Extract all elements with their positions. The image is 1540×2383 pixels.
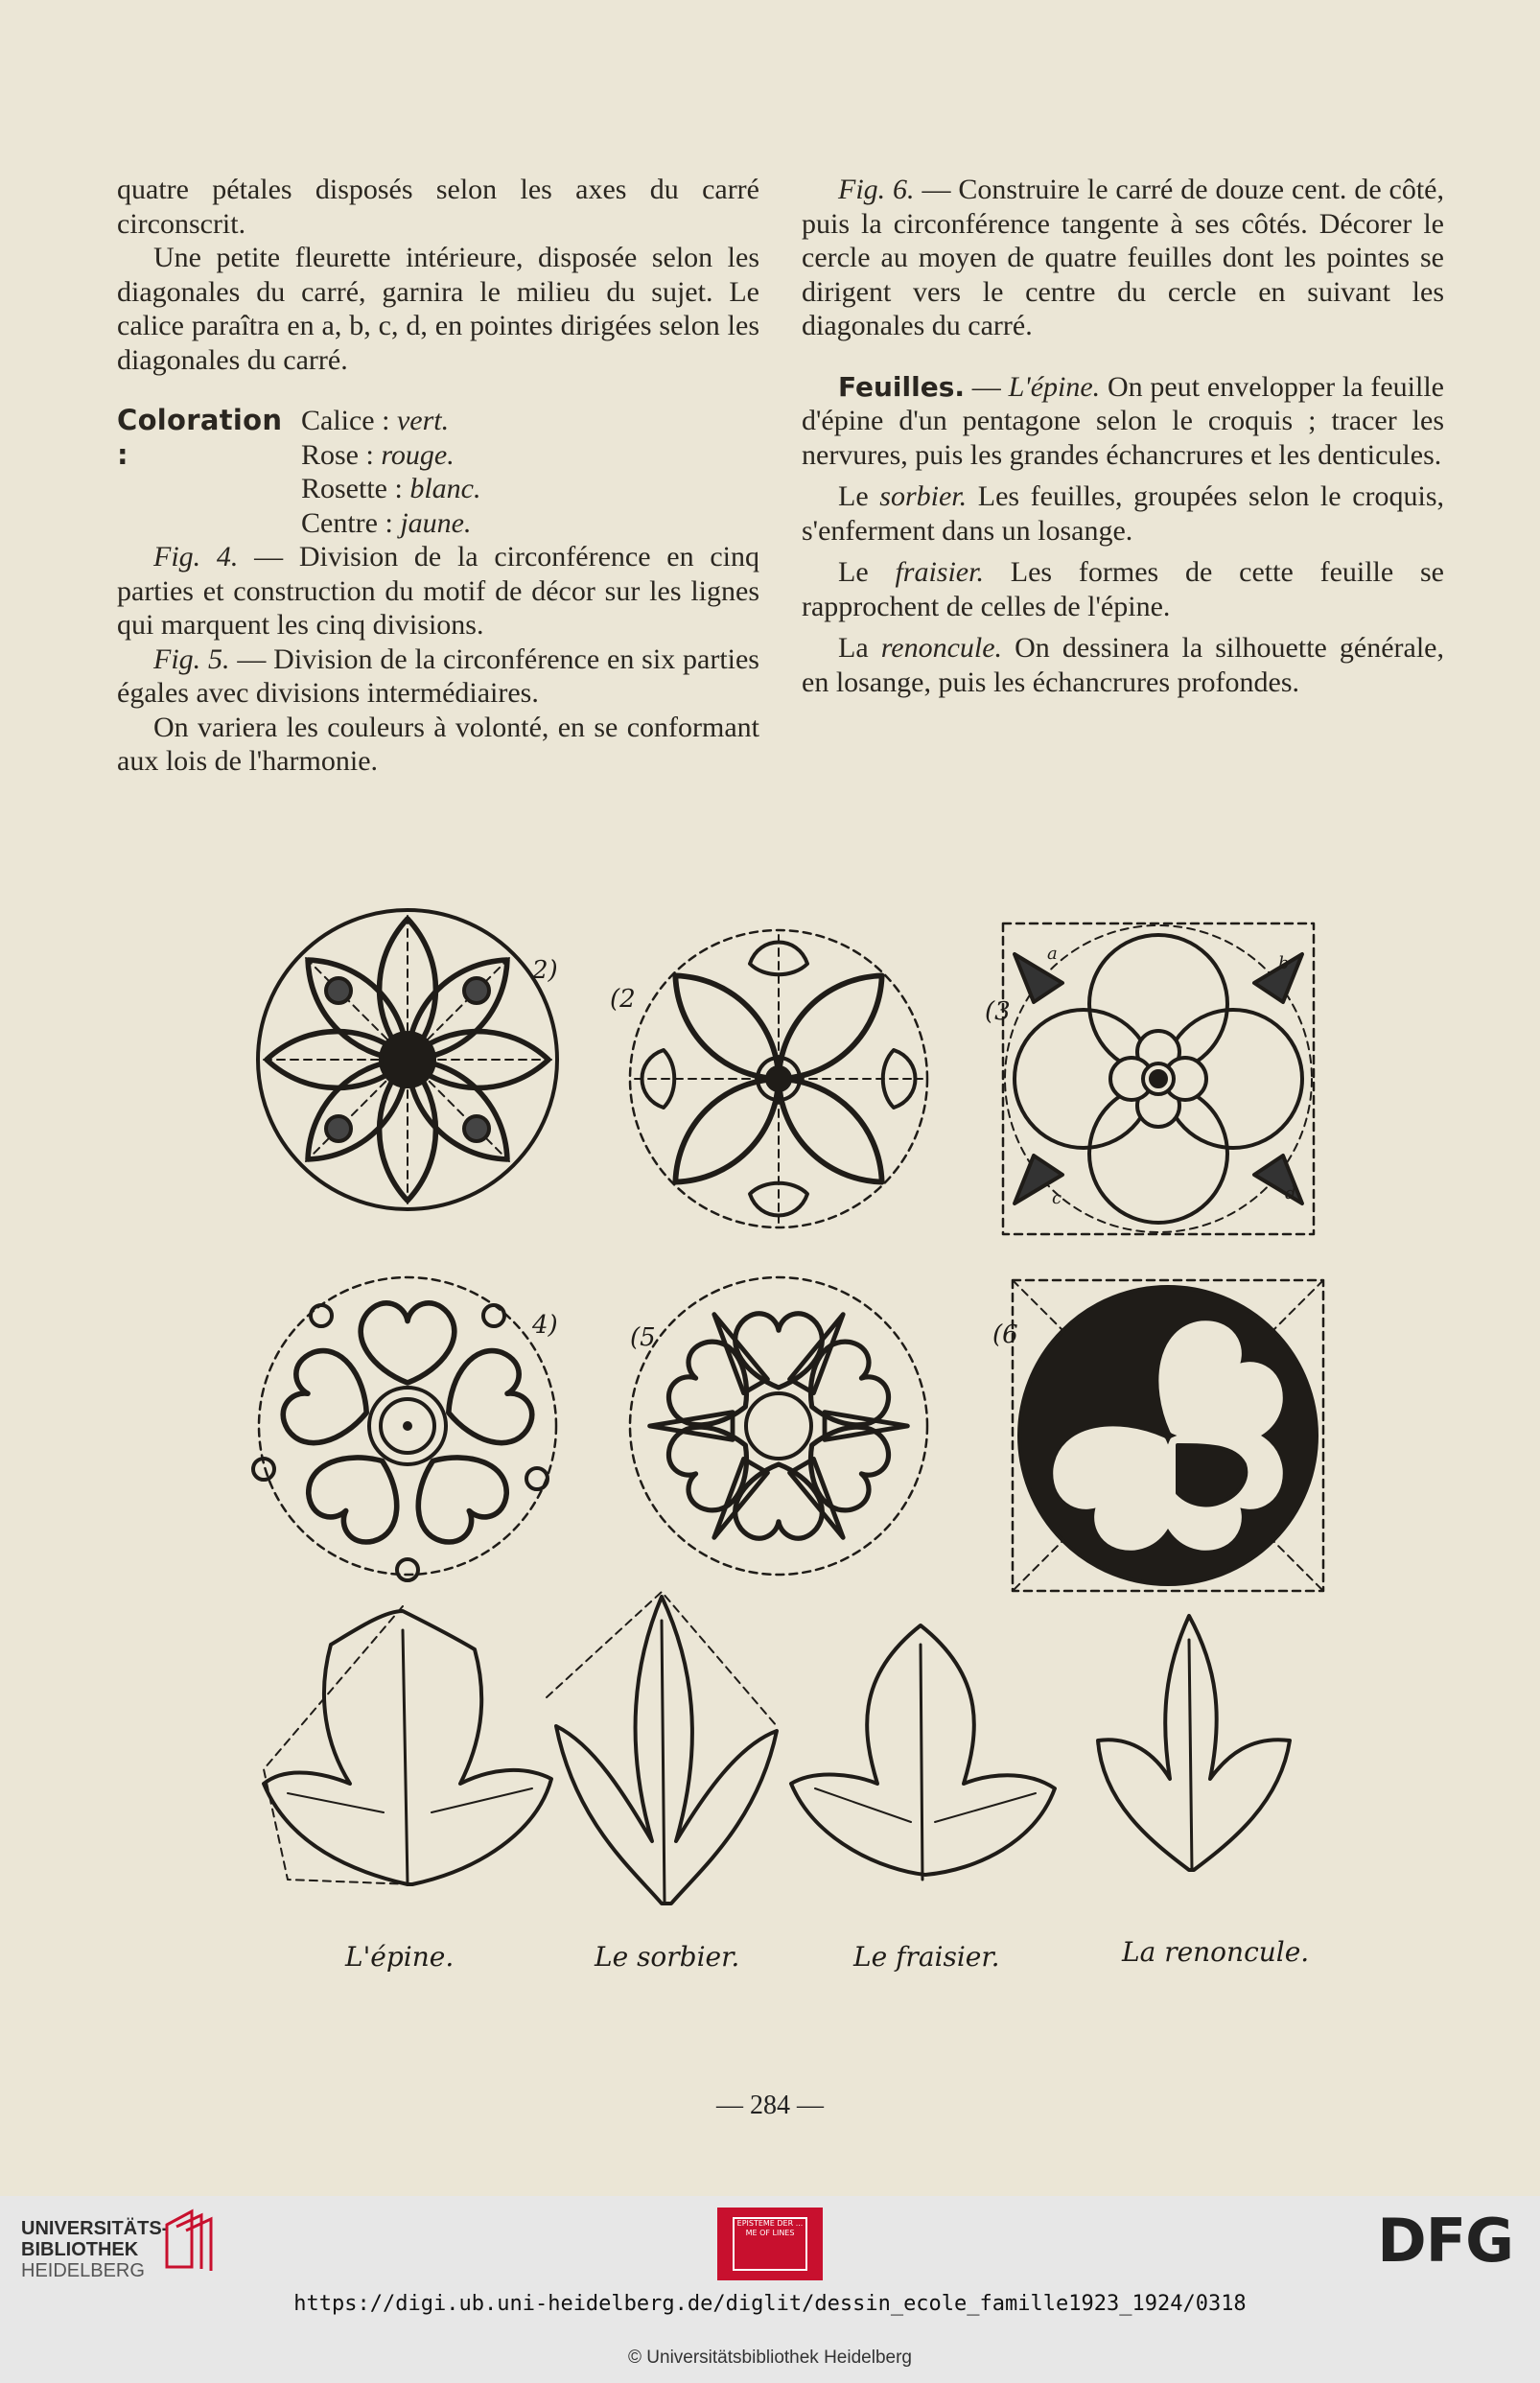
leaf-renoncule <box>1098 1616 1290 1870</box>
coloration-row: Calice : vert. <box>301 405 450 436</box>
figure-number: 4) <box>532 1311 558 1340</box>
leaf-epine <box>264 1606 551 1884</box>
corner-letter: b <box>1278 953 1290 973</box>
clover-figure-6 <box>1013 1280 1323 1591</box>
paragraph-petales: quatre pétales disposés selon les axes du carré circonscrit. <box>117 174 759 240</box>
corner-letter: d <box>1285 1183 1296 1203</box>
copyright-notice: © Universitätsbibliothek Heidelberg <box>628 2348 912 2368</box>
rosette-figure-2 <box>630 930 927 1227</box>
leaf-caption: Le sorbier. <box>595 1941 740 1973</box>
library-logo-icon <box>163 2206 217 2273</box>
badge-text: EPISTEME DER ... ME OF LINES <box>733 2217 807 2271</box>
figure-number: (2 <box>610 985 636 1014</box>
coloration-row: Rose : rouge. <box>301 438 455 471</box>
figure-number: (3 <box>985 997 1011 1026</box>
figure-number: 2) <box>532 956 558 985</box>
paragraph-sorbier: Le sorbier. Les feuilles, groupées selon le croquis, s'enferment dans un losange. <box>802 480 1445 547</box>
page-number: — 284 — <box>716 2091 824 2120</box>
dfg-logo[interactable]: DFG <box>1377 2206 1513 2276</box>
project-badge[interactable] <box>717 2208 823 2280</box>
rosette-figure-1 <box>258 910 557 1209</box>
paragraph-fraisier: Le fraisier. Les formes de cette feuille se rapprochent de celles de l'épine. <box>802 556 1445 622</box>
leaf-caption: La renoncule. <box>1122 1936 1310 1968</box>
rosette-figure-4 <box>253 1277 556 1580</box>
rose-figure-3 <box>1003 923 1314 1234</box>
paragraph-fig4: Fig. 4. — Division de la circonférence en cinq parties et construction du motif de décor sur les lignes qui marquent les cinq divisions. <box>117 541 759 641</box>
paragraph-fleurette: Une petite fleurette intérieure, disposée selon les diagonales du carré, garnira le milieu du sujet. Le calice paraîtra en a, b, c, d, en pointes dirigées selon les diagonales du carré. <box>117 242 759 376</box>
paragraph-fig5: Fig. 5. — Division de la circonférence en six parties égales avec divisions intermédiaires. <box>117 642 759 709</box>
coloration-row: Centre : jaune. <box>301 506 472 539</box>
leaf-sorbier <box>547 1592 777 1904</box>
paragraph-epine: Feuilles. — L'épine. On peut envelopper la feuille d'épine d'un pentagone selon le croquis ; tracer les nervures, puis les grandes échancrures et les denticules. <box>802 370 1445 471</box>
leaf-caption: L'épine. <box>345 1941 455 1973</box>
library-logo[interactable]: UNIVERSITÄTS- BIBLIOTHEK HEIDELBERG <box>21 2218 169 2281</box>
corner-letter: a <box>1047 944 1058 964</box>
paragraph-couleurs: On variera les couleurs à volonté, en se conformant aux lois de l'harmonie. <box>117 711 759 777</box>
leaf-fraisier <box>791 1625 1055 1880</box>
rosette-figure-5 <box>630 1277 927 1575</box>
figure-number: (5 <box>630 1323 656 1352</box>
paragraph-fig6: Fig. 6. — Construire le carré de douze cent. de côté, puis la circonférence tangente à ses côtés. Décorer le cercle au moyen de quatre feuilles dont les pointes se dirigent vers le centre du cercle en suivant les diagonales du carré. <box>802 174 1444 341</box>
corner-letter: c <box>1052 1188 1062 1208</box>
paragraph-renoncule: La renoncule. On dessinera la silhouette générale, en losange, puis les échancrures profondes. <box>802 632 1445 698</box>
permalink[interactable]: https://digi.ub.uni-heidelberg.de/diglit/dessin_ecole_famille1923_1924/0318 <box>293 2292 1247 2316</box>
coloration-heading: Coloration : <box>117 404 283 471</box>
figure-number: (6 <box>992 1320 1018 1349</box>
coloration-row: Rosette : blanc. <box>301 473 481 504</box>
leaf-caption: Le fraisier. <box>853 1941 1000 1973</box>
